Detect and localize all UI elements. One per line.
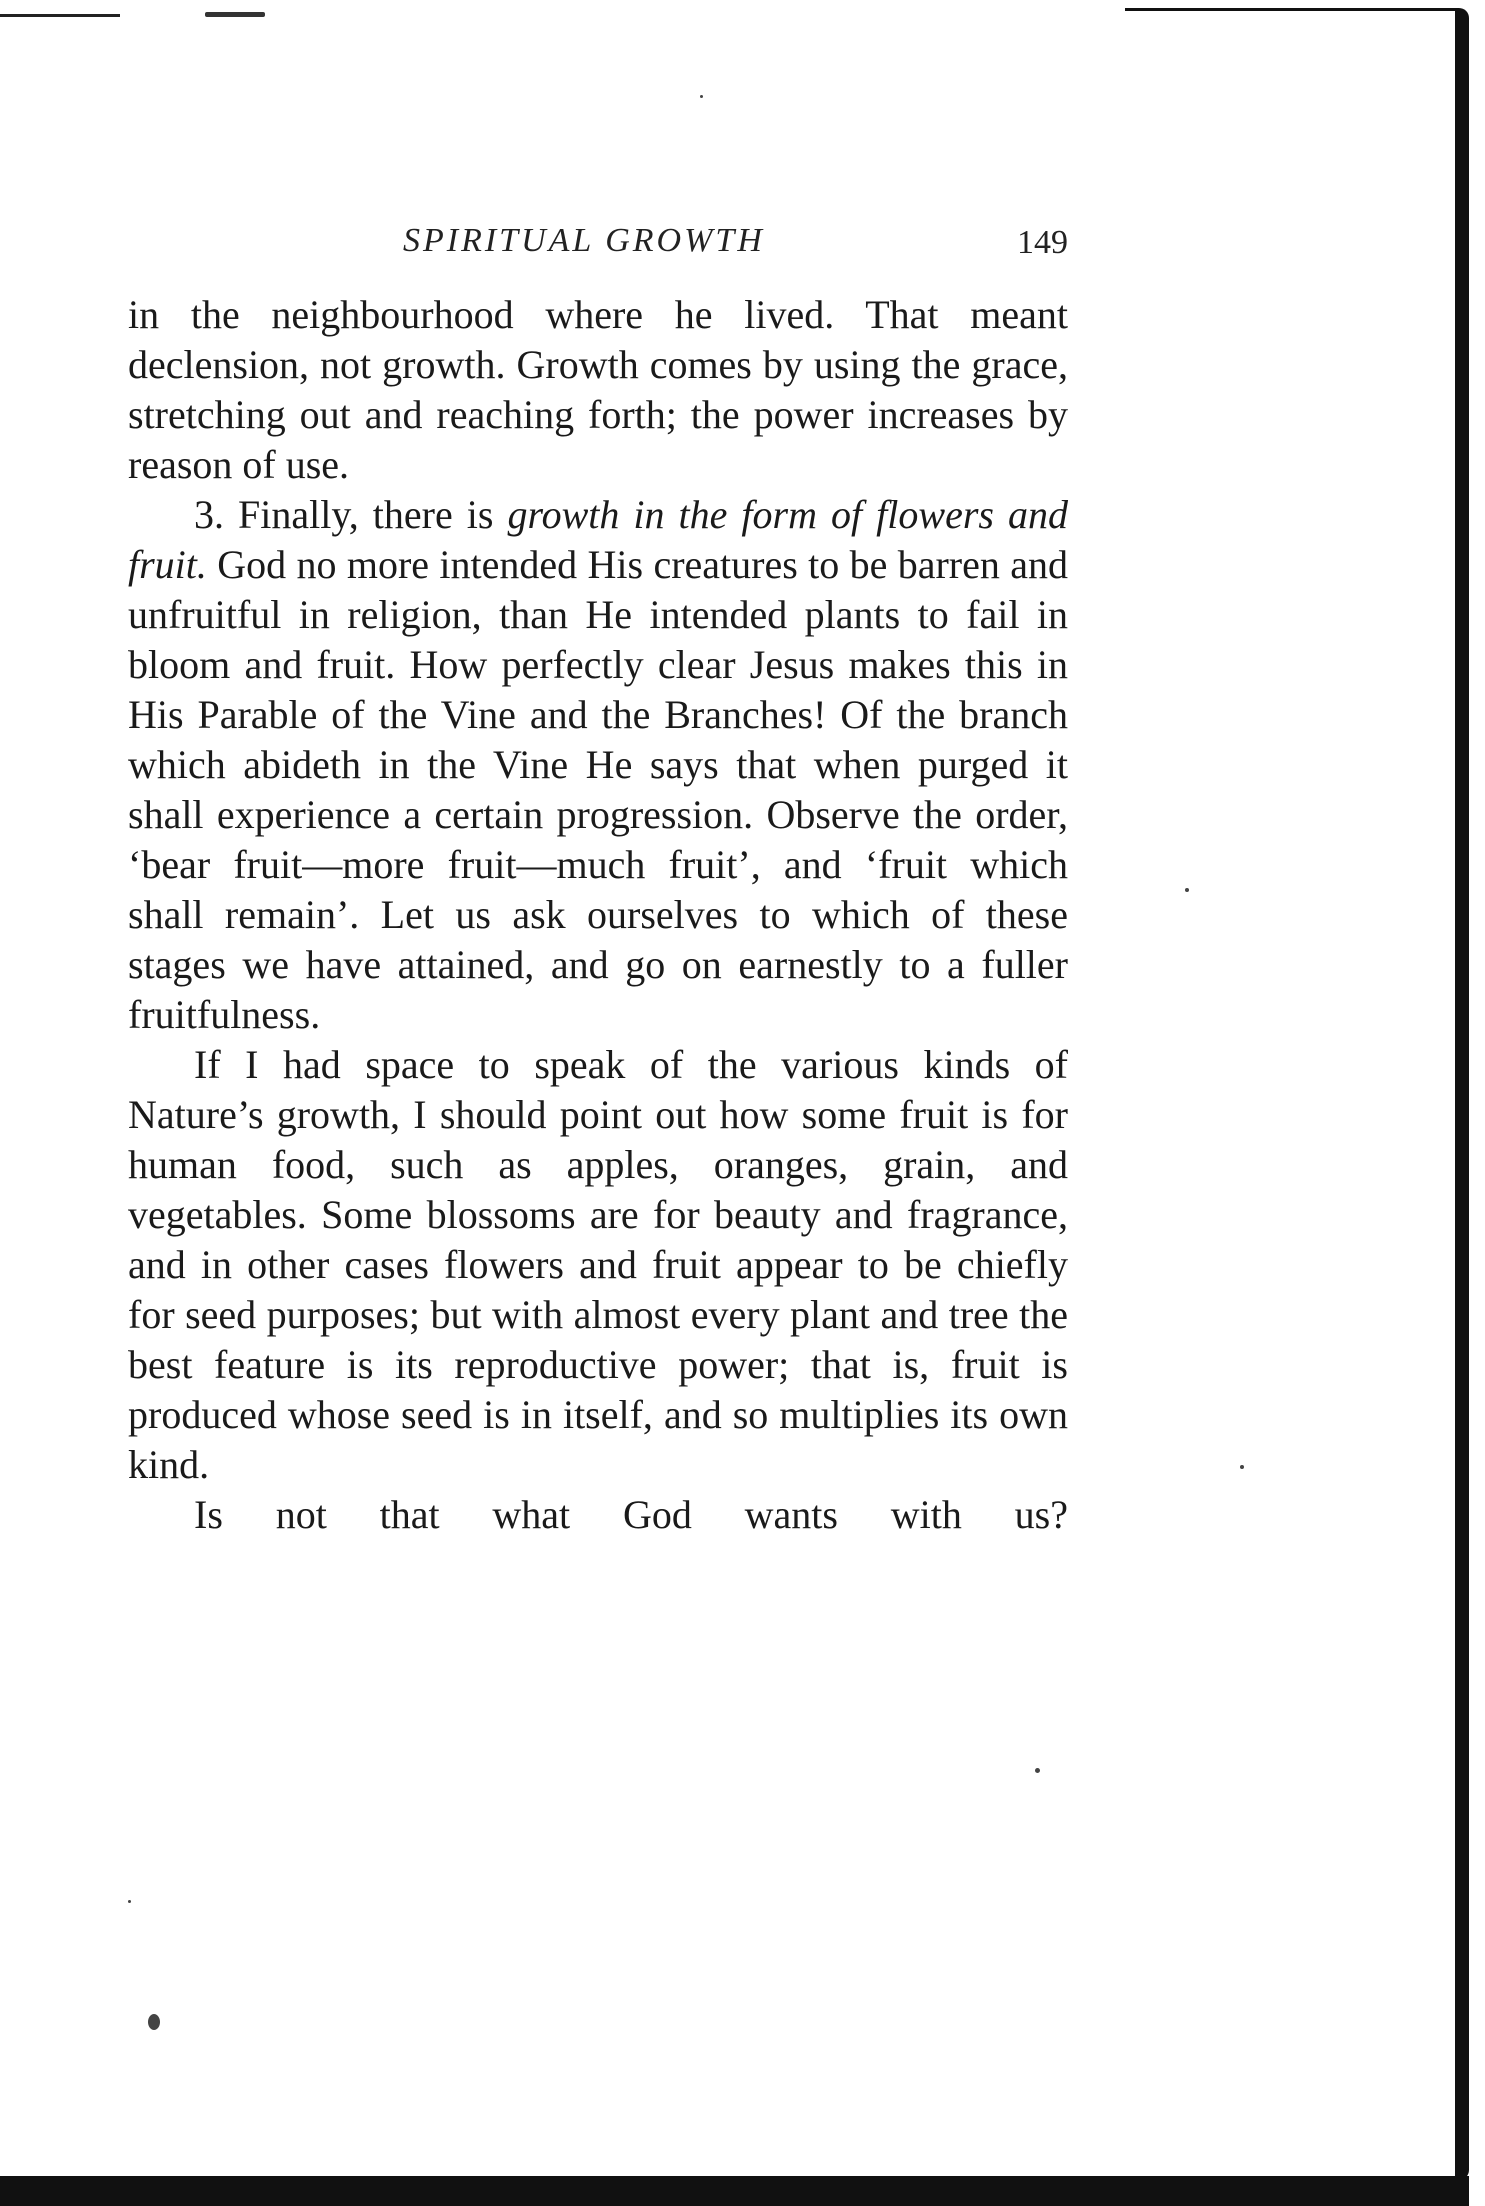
- dust-speck: [1240, 1465, 1244, 1469]
- dust-speck: [1035, 1768, 1040, 1773]
- dust-speck: [128, 1900, 131, 1903]
- body-text: [128, 290, 1068, 1540]
- scan-edge-top-left: [0, 14, 120, 17]
- paragraph-1: in the neighbourhood where he lived. That meant declension, not growth. Growth comes by using the grace, stretching out and reaching forth; the power increases by reason of use.: [128, 292, 1068, 487]
- page-number: 149: [1017, 224, 1068, 261]
- paragraph-4: Is not that what God wants with us?: [194, 1492, 1068, 1537]
- running-head: [128, 222, 1068, 266]
- paragraph-2-rest: God no more intended His creatures to be barren and unfruitful in religion, than He intended plants to fail in bloom and fruit. How perfectly clear Jesus makes this in His Parable of the Vine and the Branches! Of the branch which abideth in the Vine He says that when purged it shall experience a certain progression. Observe the order, ‘bear fruit—more fruit—much fruit’, and ‘fruit which shall remain’. Let us ask ourselves to which of these stages we have attained, and go on earnestly to a fuller fruitfulness.: [128, 542, 1068, 1037]
- scan-edge-bottom: [0, 2176, 1469, 2206]
- scan-mark-top: [205, 12, 265, 17]
- running-title: SPIRITUAL GROWTH: [403, 222, 765, 259]
- paragraph-3: If I had space to speak of the various kinds of Nature’s growth, I should point out how some fruit is for human food, such as apples, oranges, grain, and vegetables. Some blossoms are for beauty and fragrance, and in other cases flowers and fruit appear to be chiefly for seed purposes; but with almost every plant and tree the best feature is its reproductive power; that is, fruit is produced whose seed is in itself, and so multiplies its own kind.: [128, 1042, 1068, 1487]
- paragraph-2: [128, 490, 1068, 1040]
- paragraph-2-lead: 3. Finally, there is: [194, 492, 508, 537]
- scan-edge-top-right: [1125, 8, 1455, 11]
- dust-speck: [700, 95, 703, 98]
- dust-speck: [1185, 888, 1189, 892]
- scan-edge-right: [1455, 8, 1469, 2180]
- paragraph-2-emphasis: growth in the form of flowers and fruit.: [128, 492, 1068, 587]
- ink-speck: [148, 2014, 160, 2030]
